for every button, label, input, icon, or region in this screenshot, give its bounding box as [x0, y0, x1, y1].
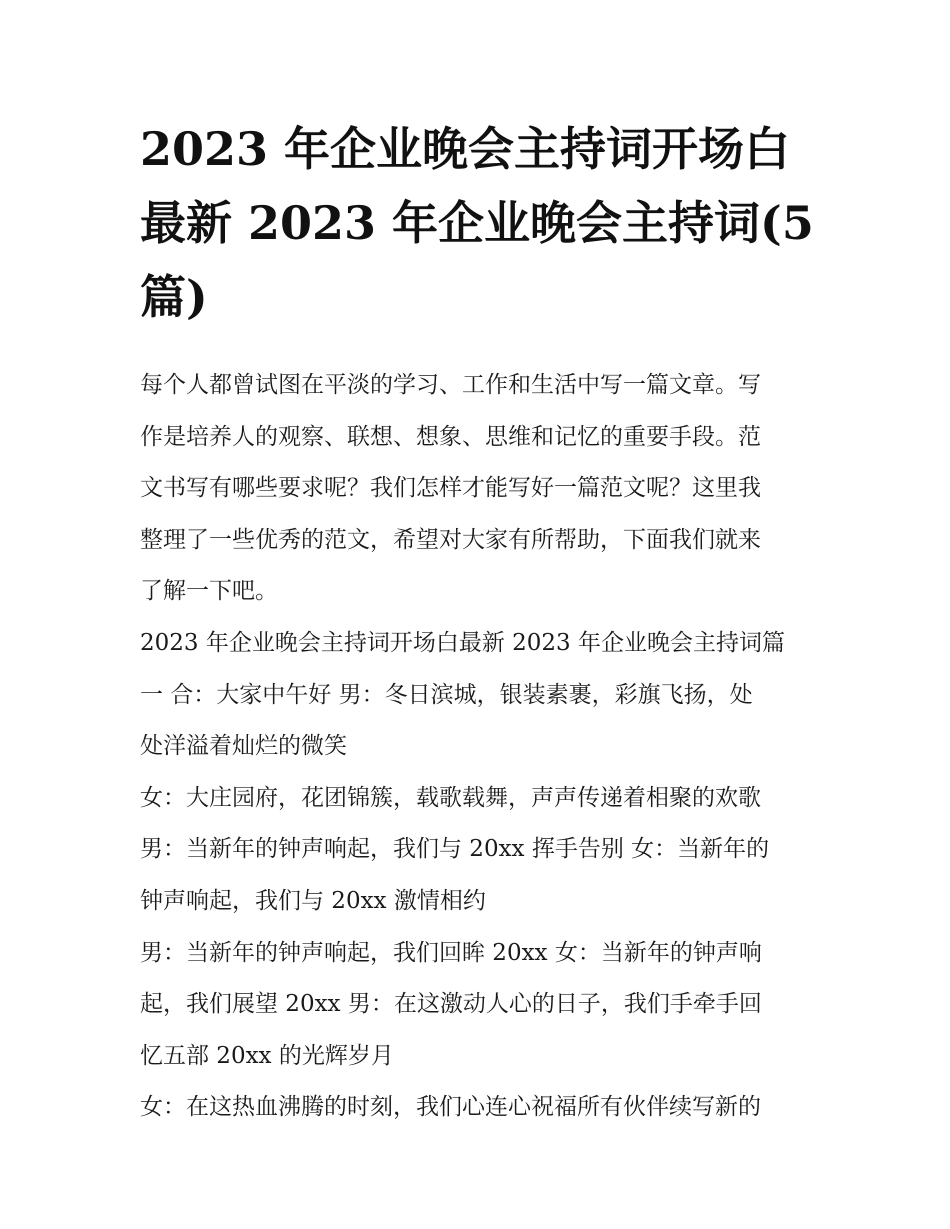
text-line: 2023 年企业晚会主持词开场白最新 2023 年企业晚会主持词篇 — [140, 629, 785, 656]
text-line: 整理了一些优秀的范文，希望对大家有所帮助，下面我们就来 — [140, 526, 761, 553]
title-line: 篇) — [140, 270, 208, 324]
text-line: 男：当新年的钟声响起，我们与 20xx 挥手告别 女：当新年的 — [140, 836, 770, 863]
dialogue-paragraph — [140, 928, 812, 1083]
document-body — [140, 360, 812, 1134]
section-paragraph — [140, 618, 812, 773]
intro-paragraph — [140, 360, 812, 618]
text-line: 起，我们展望 20xx 男：在这激动人心的日子，我们手牵手回 — [140, 991, 762, 1018]
text-line: 一 合：大家中午好 男：冬日滨城，银装素裹，彩旗飞扬，处 — [140, 681, 753, 708]
dialogue-paragraph — [140, 1082, 812, 1134]
text-line: 了解一下吧。 — [140, 578, 278, 605]
text-line: 作是培养人的观察、联想、想象、思维和记忆的重要手段。范 — [140, 423, 761, 450]
title-line: 2023 年企业晚会主持词开场白 — [140, 122, 791, 176]
dialogue-paragraph — [140, 773, 812, 928]
text-line: 女：在这热血沸腾的时刻，我们心连心祝福所有伙伴续写新的 — [140, 1094, 761, 1121]
text-line: 每个人都曾试图在平淡的学习、工作和生活中写一篇文章。写 — [140, 372, 761, 398]
text-line: 文书写有哪些要求呢？我们怎样才能写好一篇范文呢？这里我 — [140, 475, 761, 502]
text-line: 钟声响起，我们与 20xx 激情相约 — [140, 887, 486, 914]
text-line: 处洋溢着灿烂的微笑 — [140, 733, 347, 760]
text-line: 男：当新年的钟声响起，我们回眸 20xx 女：当新年的钟声响 — [140, 939, 762, 966]
text-line: 忆五部 20xx 的光辉岁月 — [140, 1042, 394, 1069]
title-line: 最新 2023 年企业晚会主持词(5 — [140, 196, 814, 250]
document-page — [140, 112, 812, 1134]
document-title — [140, 112, 812, 334]
text-line: 女：大庄园府，花团锦簇，载歌载舞，声声传递着相聚的欢歌 — [140, 784, 761, 811]
